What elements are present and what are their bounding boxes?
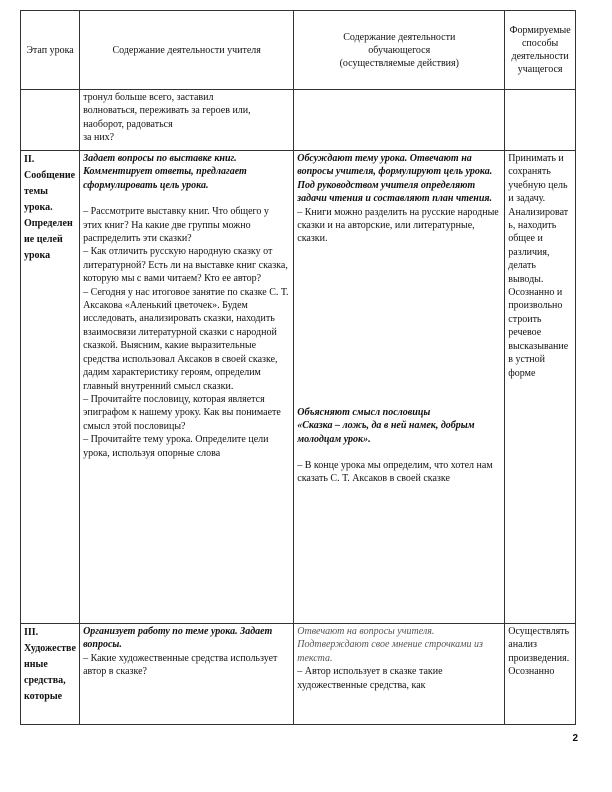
teacher-line: наоборот, радоваться xyxy=(83,118,173,130)
teacher-intro-cont: вопросы. xyxy=(83,639,122,651)
stage-2-title: II. Сообщение темы урока. Определение целей урока xyxy=(21,151,80,624)
student-intro: Отвечают на вопросы учителя. Подтверждают свое мнение строчками из текста. xyxy=(297,626,483,664)
teacher-intro: Организует работу по теме урока. Задает xyxy=(83,626,273,637)
header-student-activity xyxy=(294,11,505,90)
skills-cell-stage-3: Осуществлять анализ произведения. Осознанно xyxy=(505,624,576,725)
table-header-row xyxy=(21,11,576,90)
page-number: 2 xyxy=(572,733,578,744)
header-stage: Этап урока xyxy=(21,11,80,90)
teacher-question: – Рассмотрите выставку книг. Что общего у этих книг? На какие две группы можно распределить эти сказки? xyxy=(83,206,269,245)
student-proverb: «Сказка – ложь, да в ней намек, добрым молодцам урок». xyxy=(297,420,475,445)
teacher-question: – Сегодня у нас итоговое занятие по сказке С. Т. Аксакова «Аленький цветочек». Будем исследовать, анализировать сказки, находить взаимосвязи литературной сказки с народной сказкой. Выясним, какие выразительные средства использовал Аксаков в своей сказке, дадим характеристику героям, определим главный внутренний смысл сказки. xyxy=(83,286,289,392)
teacher-question: – Какие художественные средства использует автор в сказке? xyxy=(83,652,278,678)
teacher-question: – Как отличить русскую народную сказку от литературной? Есть ли на выставке книг сказка, которую мы с вами читаем? Кто ее автор? xyxy=(83,246,288,285)
teacher-cell-continued xyxy=(80,90,294,151)
teacher-cell-stage-3 xyxy=(80,624,294,725)
header-student-line1: Содержание деятельности xyxy=(343,31,456,43)
teacher-line: за них? xyxy=(83,132,115,144)
table-row-stage-2 xyxy=(21,151,576,624)
teacher-intro: Задает вопросы по выставке книг. Комментирует ответы, предлагает сформулировать цель урока. xyxy=(83,153,247,191)
teacher-line: тронул больше всего, заставил xyxy=(83,92,214,103)
stage-3-title: III. Художественные средства, которые xyxy=(21,624,80,725)
skills-cell-empty xyxy=(505,90,576,151)
header-student-line3: (осуществляемые действия) xyxy=(339,57,459,69)
student-proverb-intro: Объясняют смысл пословицы xyxy=(297,406,431,418)
stage-cell-empty xyxy=(21,90,80,151)
table-row-stage-3 xyxy=(21,624,576,725)
table-row-continued xyxy=(21,90,576,151)
teacher-cell-stage-2 xyxy=(80,151,294,624)
student-answer: – Книги можно разделить на русские народные сказки и на авторские, или литературные, сказки. xyxy=(297,206,499,245)
student-cell-stage-2 xyxy=(294,151,505,624)
student-cell-stage-3 xyxy=(294,624,505,725)
teacher-line: волноваться, переживать за героев или, xyxy=(83,105,251,117)
student-answer: – Автор использует в сказке такие художественные средства, как xyxy=(297,666,443,691)
student-answer: – В конце урока мы определим, что хотел нам сказать С. Т. Аксаков в своей сказке xyxy=(297,460,493,485)
teacher-question: – Прочитайте пословицу, которая является эпиграфом к нашему уроку. Как вы понимаете смысл этой пословицы? xyxy=(83,393,281,432)
header-teacher-activity: Содержание деятельности учителя xyxy=(80,11,294,90)
student-cell-empty xyxy=(294,90,505,151)
skills-cell-stage-2: Принимать и сохранять учебную цель и задачу. Анализировать, находить общее и различия, делать выводы. Осознанно и произвольно строить речевое высказывание в устной форме xyxy=(505,151,576,624)
student-intro: Обсуждают тему урока. Отвечают на вопросы учителя, формулируют цель урока. Под руководством учителя определяют задачи чтения и составляют план чтения. xyxy=(297,153,493,205)
lesson-plan-table xyxy=(20,10,576,725)
teacher-question: – Прочитайте тему урока. Определите цели урока, используя опорные слова xyxy=(83,434,269,459)
header-student-line2: обучающегося xyxy=(368,44,431,56)
header-skills: Формируемые способы деятельности учащегося xyxy=(505,11,576,90)
